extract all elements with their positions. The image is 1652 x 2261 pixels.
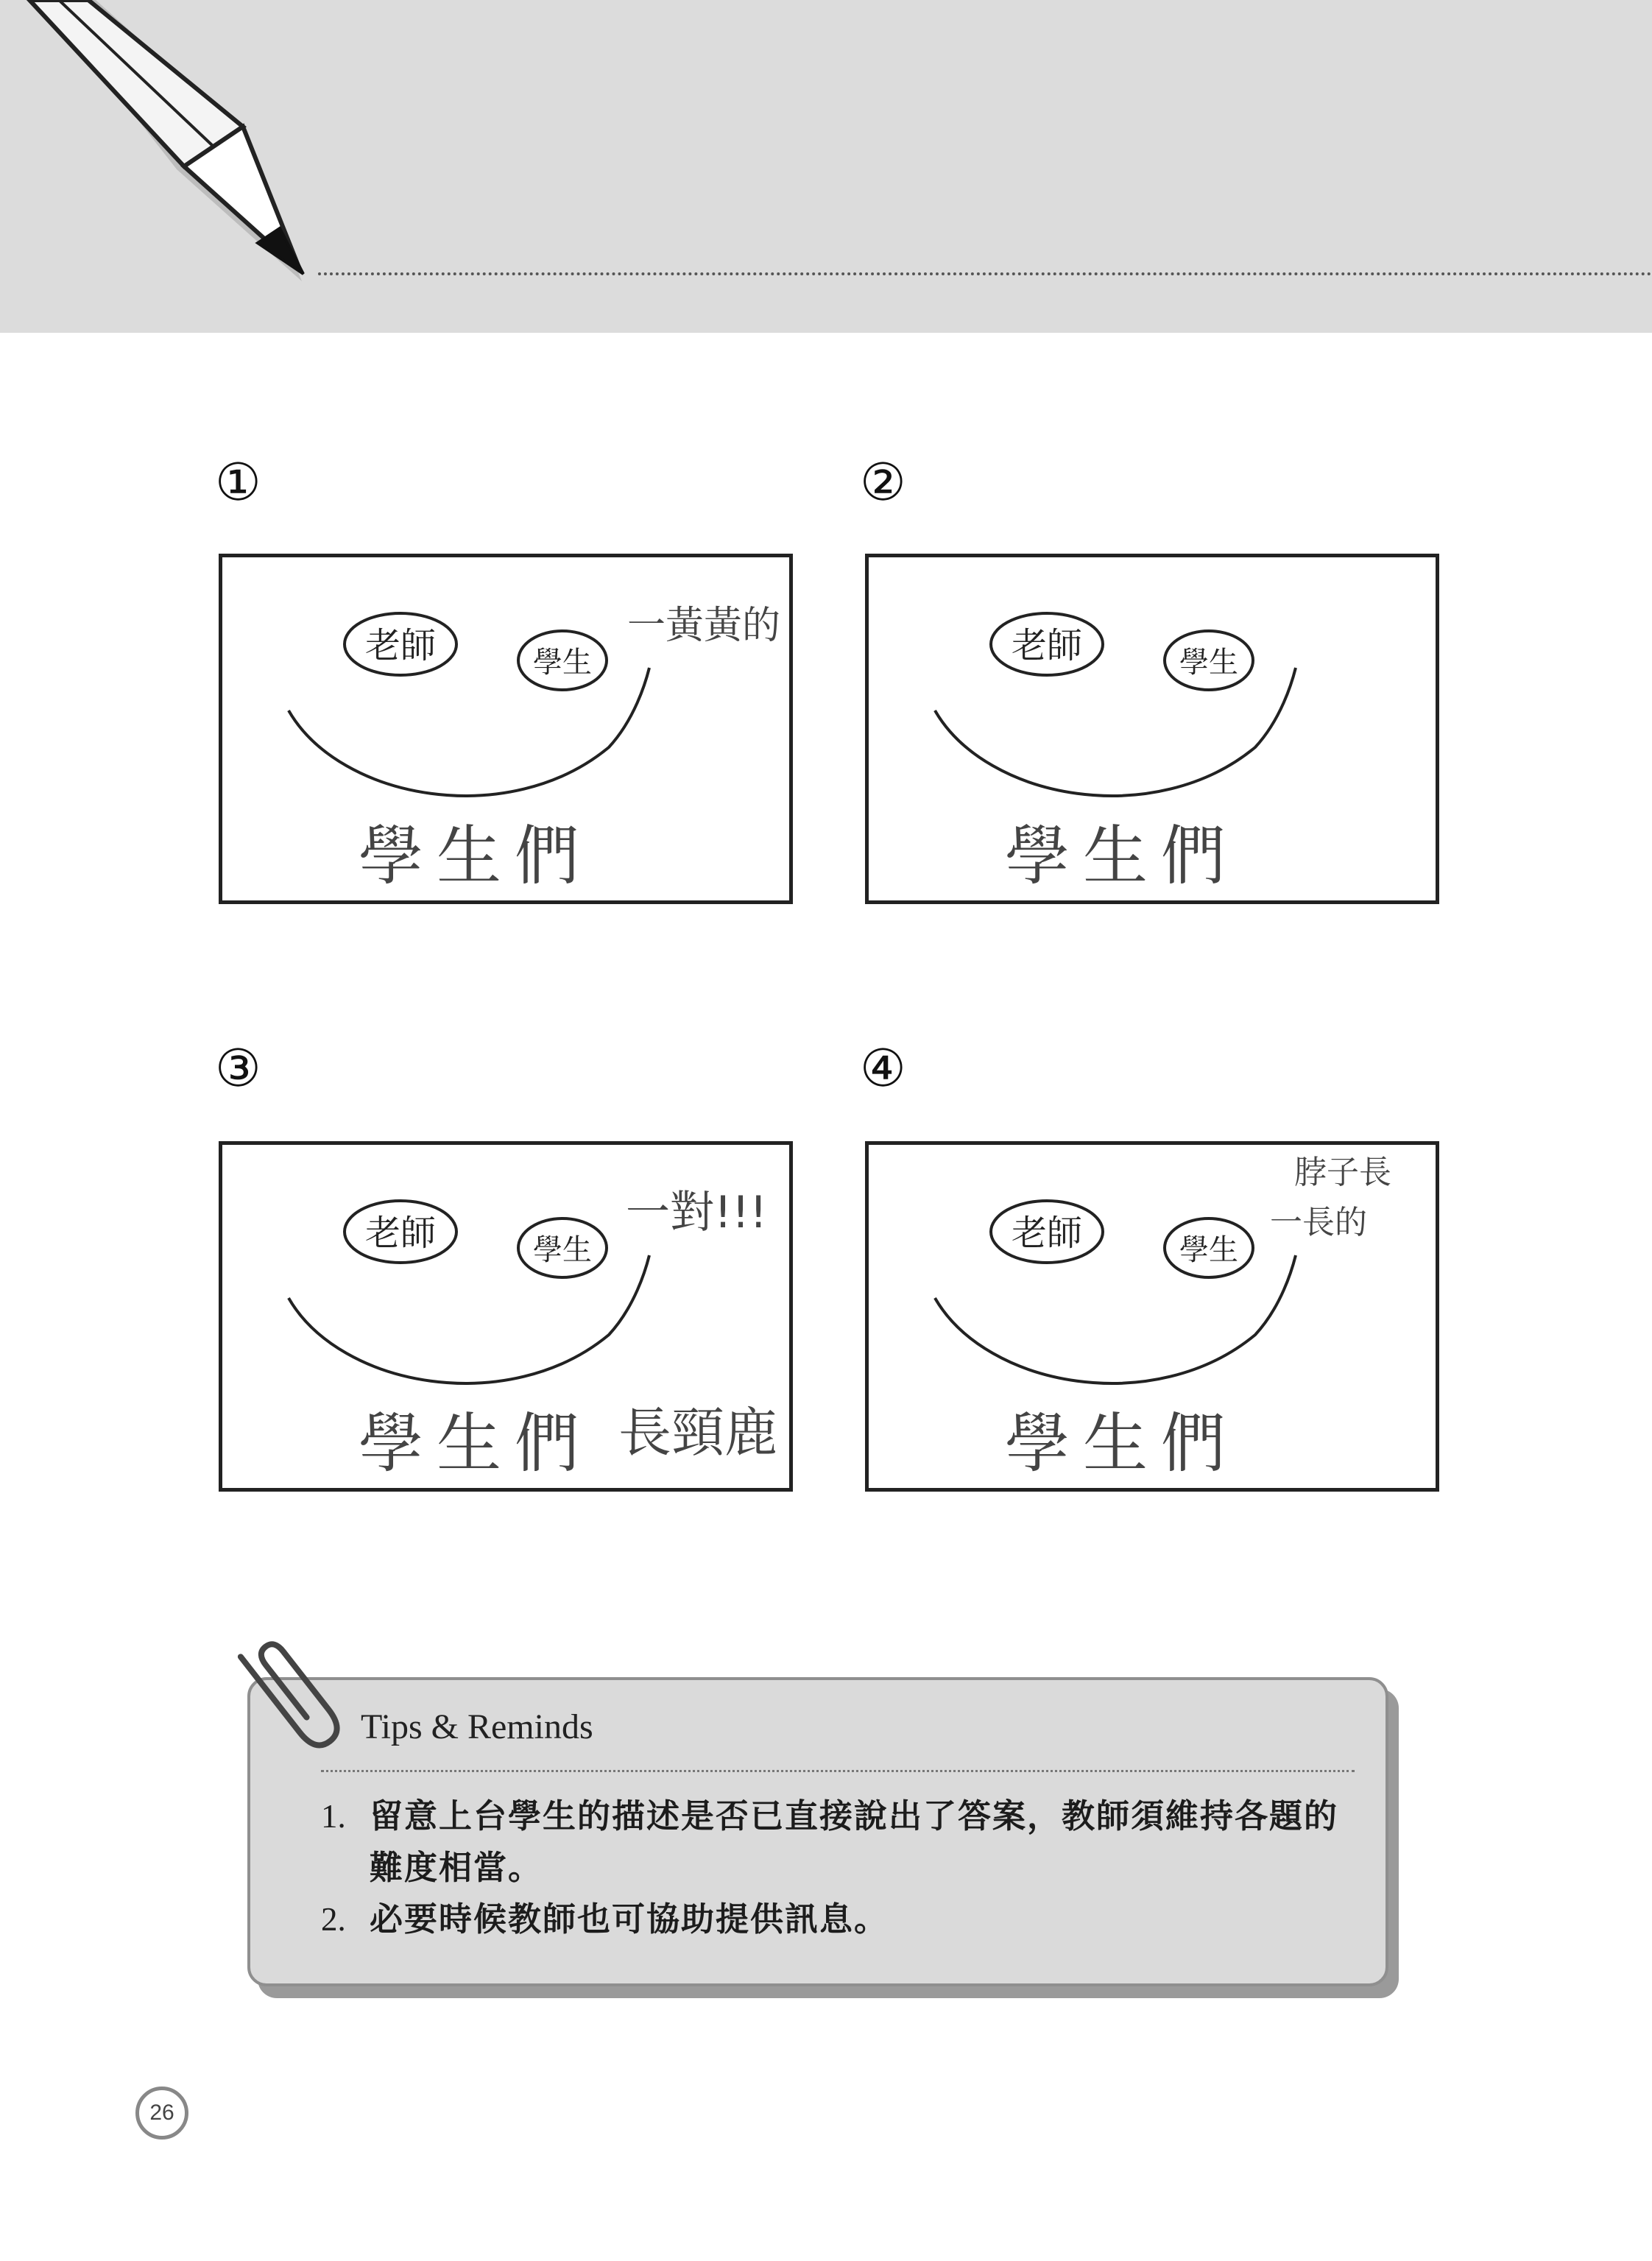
tips-list [321, 1791, 1366, 1945]
tip-item-2 [321, 1894, 1366, 1945]
student-label: 學生 [1179, 1233, 1238, 1267]
tips-divider [321, 1770, 1355, 1772]
speech-text: 一黃黃的 [627, 604, 781, 648]
panel-drawing [222, 557, 789, 900]
speech-text-line1: 脖子長 [1294, 1154, 1391, 1191]
drawing-panel-3 [219, 1141, 793, 1492]
speech-text: 一對!!! [626, 1187, 768, 1238]
pencil-icon [0, 0, 339, 309]
tip-item-1 [321, 1791, 1366, 1894]
teacher-label: 老師 [1011, 1213, 1083, 1254]
drawing-panel-2 [865, 554, 1439, 904]
panel-number-3: ③ [215, 1038, 261, 1098]
answer-text: 長頸鹿 [618, 1402, 778, 1464]
class-label: 學生們 [359, 818, 593, 894]
class-label: 學生們 [359, 1405, 593, 1481]
panel-drawing [869, 1145, 1436, 1488]
tips-title: Tips & Reminds [361, 1707, 593, 1746]
panel-number-4: ④ [860, 1038, 906, 1098]
panel-drawing [222, 1145, 789, 1488]
tip-text: 必要時候教師也可協助提供訊息。 [370, 1900, 889, 1939]
panel-number-2: ② [860, 452, 906, 512]
drawing-panel-1 [219, 554, 793, 904]
student-label: 學生 [533, 646, 592, 680]
panel-drawing [869, 557, 1436, 900]
panel-number-1: ① [215, 452, 261, 512]
student-label: 學生 [1179, 646, 1238, 680]
header-dotted-line [318, 272, 1652, 275]
page-number: 26 [135, 2087, 188, 2140]
teacher-label: 老師 [1011, 625, 1083, 666]
tip-number: 2. [321, 1901, 346, 1938]
teacher-label: 老師 [364, 1213, 437, 1254]
teacher-label: 老師 [364, 625, 437, 666]
tip-number: 1. [321, 1798, 346, 1835]
drawing-panel-4 [865, 1141, 1439, 1492]
class-label: 學生們 [1005, 818, 1240, 894]
paperclip-icon [236, 1627, 346, 1767]
student-label: 學生 [533, 1233, 592, 1267]
class-label: 學生們 [1005, 1405, 1240, 1481]
speech-text-line2: 一長的 [1270, 1204, 1367, 1241]
tip-text: 留意上台學生的描述是否已直接說出了答案，教師須維持各題的難度相當。 [370, 1796, 1339, 1887]
